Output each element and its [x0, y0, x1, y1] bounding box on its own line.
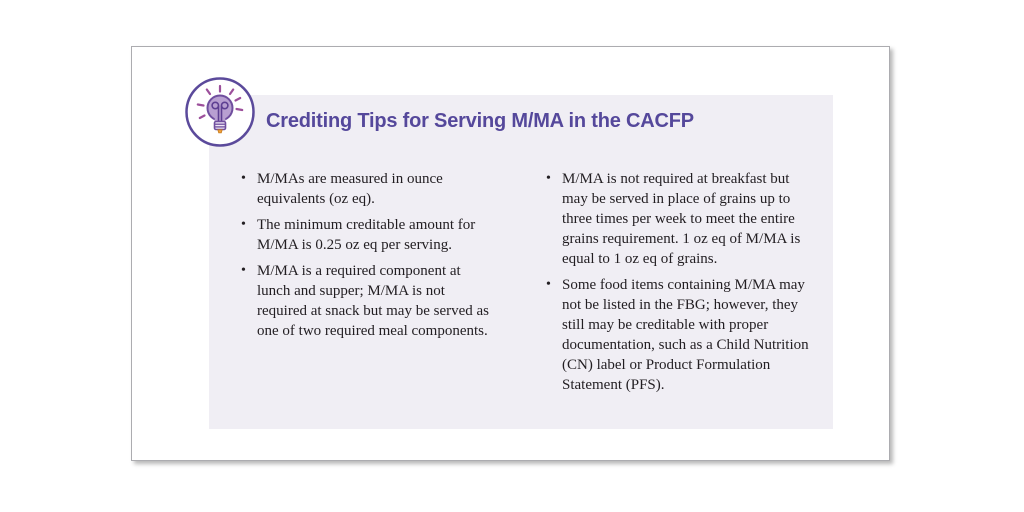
bullet-icon: •: [241, 217, 246, 232]
bullet-icon: •: [546, 277, 551, 292]
card-title: Crediting Tips for Serving M/MA in the CACFP: [266, 110, 694, 132]
bullet-icon: •: [546, 171, 551, 186]
bullet-icon: •: [241, 171, 246, 186]
tip-text: The minimum creditable amount for M/MA is 0.25 oz eq per serving.: [257, 217, 476, 253]
bullet-icon: •: [241, 263, 246, 278]
bulb-base: [215, 122, 226, 130]
lightbulb-icon: [184, 76, 256, 148]
bulb-tip: [218, 130, 222, 133]
tip-text: M/MAs are measured in ounce equivalents (oz eq).: [257, 171, 443, 207]
tip-card: [131, 46, 890, 461]
tip-item: [546, 169, 816, 269]
tip-text: Some food items containing M/MA may not be listed in the FBG; however, they still may be creditable with proper documentation, such as a Child Nutrition (CN) label or Product Formulation Statement (PFS).: [562, 277, 809, 393]
tip-text: M/MA is a required component at lunch and supper; M/MA is not required at snack but may be served as one of two required meal components.: [257, 263, 489, 339]
tip-text: M/MA is not required at breakfast but may be served in place of grains up to three times per week to meet the entire grains requirement. 1 oz eq of M/MA is equal to 1 oz eq of grains.: [562, 171, 801, 267]
tips-column-left: [241, 169, 493, 347]
tip-item: [546, 275, 816, 395]
tip-item: [241, 215, 493, 255]
tip-item: [241, 169, 493, 209]
tip-item: [241, 261, 493, 341]
tips-column-right: [546, 169, 816, 401]
tips-panel: [209, 95, 833, 429]
bulb-glass: [208, 96, 233, 121]
